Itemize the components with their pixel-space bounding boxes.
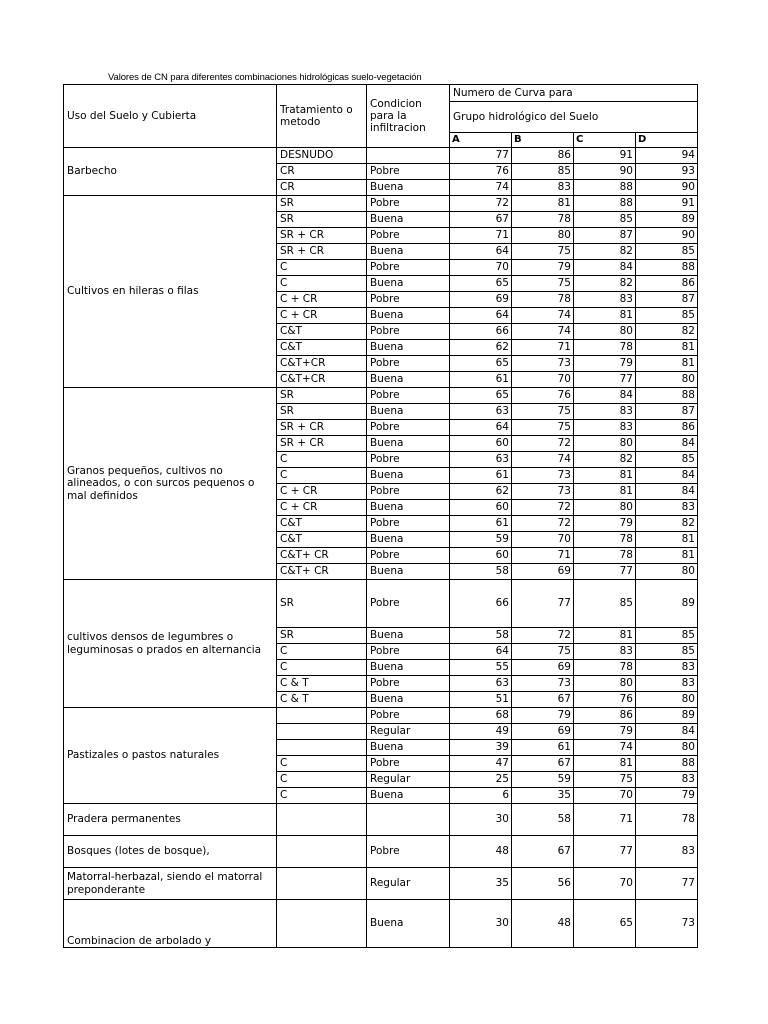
cn-value-d: 84 xyxy=(636,436,698,452)
table-title: Valores de CN para diferentes combinaciones hidrológicas suelo-vegetación xyxy=(108,72,422,83)
header-group-a: A xyxy=(450,133,512,148)
tratamiento-cell xyxy=(277,836,367,868)
tratamiento-cell xyxy=(277,868,367,900)
cn-value-d: 85 xyxy=(636,308,698,324)
condicion-cell: Pobre xyxy=(367,548,450,564)
cn-value-d: 83 xyxy=(636,772,698,788)
tratamiento-cell: C&T xyxy=(277,532,367,548)
cn-value-c: 81 xyxy=(574,484,636,500)
cn-value-c: 83 xyxy=(574,292,636,308)
cn-value-c: 81 xyxy=(574,756,636,772)
cn-value-b: 56 xyxy=(512,868,574,900)
cn-value-c: 83 xyxy=(574,420,636,436)
condicion-cell: Pobre xyxy=(367,708,450,724)
cn-value-c: 86 xyxy=(574,708,636,724)
cn-value-b: 73 xyxy=(512,484,574,500)
cn-value-c: 81 xyxy=(574,628,636,644)
cn-value-c: 88 xyxy=(574,196,636,212)
cn-value-b: 58 xyxy=(512,804,574,836)
cn-value-d: 78 xyxy=(636,804,698,836)
cn-value-b: 85 xyxy=(512,164,574,180)
cn-value-c: 84 xyxy=(574,388,636,404)
header-uso: Uso del Suelo y Cubierta xyxy=(64,85,277,148)
cn-value-c: 85 xyxy=(574,212,636,228)
tratamiento-cell: C + CR xyxy=(277,308,367,324)
cn-value-a: 58 xyxy=(450,564,512,580)
cn-value-b: 61 xyxy=(512,740,574,756)
cn-value-d: 90 xyxy=(636,180,698,196)
condicion-cell: Pobre xyxy=(367,676,450,692)
condicion-cell: Pobre xyxy=(367,260,450,276)
cn-value-c: 74 xyxy=(574,740,636,756)
cn-value-d: 90 xyxy=(636,228,698,244)
cn-value-a: 60 xyxy=(450,500,512,516)
cn-value-d: 82 xyxy=(636,324,698,340)
condicion-cell: Pobre xyxy=(367,836,450,868)
uso-suelo-cell: Barbecho xyxy=(64,148,277,196)
uso-suelo-cell: Bosques (lotes de bosque), xyxy=(64,836,277,868)
cn-value-b: 86 xyxy=(512,148,574,164)
cn-value-d: 89 xyxy=(636,708,698,724)
cn-value-a: 61 xyxy=(450,372,512,388)
uso-suelo-cell: Pradera permanentes xyxy=(64,804,277,836)
cn-value-b: 74 xyxy=(512,324,574,340)
tratamiento-cell: CR xyxy=(277,164,367,180)
table-body xyxy=(64,148,698,948)
table-row xyxy=(64,580,698,628)
tratamiento-cell: SR xyxy=(277,628,367,644)
cn-value-a: 49 xyxy=(450,724,512,740)
cn-value-c: 78 xyxy=(574,532,636,548)
cn-value-b: 72 xyxy=(512,516,574,532)
condicion-cell: Buena xyxy=(367,372,450,388)
condicion-cell: Pobre xyxy=(367,196,450,212)
tratamiento-cell: C&T+CR xyxy=(277,356,367,372)
cn-value-a: 60 xyxy=(450,436,512,452)
tratamiento-cell xyxy=(277,900,367,948)
tratamiento-cell: C&T+CR xyxy=(277,372,367,388)
tratamiento-cell: SR + CR xyxy=(277,436,367,452)
cn-value-c: 65 xyxy=(574,900,636,948)
tratamiento-cell: C + CR xyxy=(277,292,367,308)
cn-value-c: 70 xyxy=(574,868,636,900)
tratamiento-cell: C xyxy=(277,276,367,292)
condicion-cell: Buena xyxy=(367,628,450,644)
tratamiento-cell: C & T xyxy=(277,692,367,708)
cn-value-c: 75 xyxy=(574,772,636,788)
cn-value-a: 64 xyxy=(450,644,512,660)
condicion-cell: Pobre xyxy=(367,228,450,244)
cn-value-c: 78 xyxy=(574,548,636,564)
tratamiento-cell: SR xyxy=(277,580,367,628)
cn-value-b: 73 xyxy=(512,676,574,692)
cn-value-a: 25 xyxy=(450,772,512,788)
cn-value-a: 64 xyxy=(450,420,512,436)
condicion-cell: Buena xyxy=(367,900,450,948)
cn-value-d: 81 xyxy=(636,356,698,372)
cn-value-c: 82 xyxy=(574,452,636,468)
cn-value-b: 78 xyxy=(512,292,574,308)
cn-value-b: 75 xyxy=(512,244,574,260)
cn-value-d: 77 xyxy=(636,868,698,900)
cn-value-a: 30 xyxy=(450,804,512,836)
condicion-cell: Buena xyxy=(367,308,450,324)
cn-value-c: 83 xyxy=(574,404,636,420)
cn-value-c: 87 xyxy=(574,228,636,244)
tratamiento-cell: C + CR xyxy=(277,500,367,516)
cn-value-a: 30 xyxy=(450,900,512,948)
condicion-cell: Buena xyxy=(367,500,450,516)
condicion-cell: Buena xyxy=(367,340,450,356)
cn-value-c: 88 xyxy=(574,180,636,196)
uso-suelo-cell: Combinacion de arbolado y xyxy=(64,900,277,948)
condicion-cell: Buena xyxy=(367,180,450,196)
condicion-cell: Buena xyxy=(367,740,450,756)
condicion-cell: Regular xyxy=(367,868,450,900)
cn-value-b: 77 xyxy=(512,580,574,628)
condicion-cell: Pobre xyxy=(367,580,450,628)
tratamiento-cell: C xyxy=(277,260,367,276)
cn-value-d: 81 xyxy=(636,532,698,548)
cn-value-c: 71 xyxy=(574,804,636,836)
header-condicion: Condicion para la infiltracion xyxy=(367,85,450,148)
cn-value-d: 83 xyxy=(636,676,698,692)
cn-value-c: 81 xyxy=(574,308,636,324)
condicion-cell: Buena xyxy=(367,276,450,292)
tratamiento-cell: SR + CR xyxy=(277,228,367,244)
cn-value-d: 87 xyxy=(636,404,698,420)
condicion-cell: Buena xyxy=(367,436,450,452)
cn-value-b: 59 xyxy=(512,772,574,788)
cn-value-d: 89 xyxy=(636,580,698,628)
cn-value-a: 64 xyxy=(450,308,512,324)
condicion-cell: Buena xyxy=(367,660,450,676)
cn-value-c: 77 xyxy=(574,372,636,388)
cn-value-a: 35 xyxy=(450,868,512,900)
condicion-cell: Buena xyxy=(367,244,450,260)
cn-value-a: 51 xyxy=(450,692,512,708)
tratamiento-cell: C&T xyxy=(277,340,367,356)
condicion-cell: Buena xyxy=(367,532,450,548)
cn-value-a: 68 xyxy=(450,708,512,724)
condicion-cell: Buena xyxy=(367,212,450,228)
condicion-cell: Buena xyxy=(367,468,450,484)
cn-value-d: 84 xyxy=(636,484,698,500)
cn-value-a: 72 xyxy=(450,196,512,212)
header-grupo-hidrologico: Grupo hidrológico del Suelo xyxy=(450,102,698,133)
tratamiento-cell: CR xyxy=(277,180,367,196)
cn-value-b: 75 xyxy=(512,404,574,420)
tratamiento-cell: C xyxy=(277,644,367,660)
tratamiento-cell: C xyxy=(277,660,367,676)
condicion-cell: Regular xyxy=(367,772,450,788)
cn-value-b: 71 xyxy=(512,340,574,356)
cn-value-c: 78 xyxy=(574,660,636,676)
cn-value-a: 58 xyxy=(450,628,512,644)
condicion-cell: Pobre xyxy=(367,292,450,308)
condicion-cell xyxy=(367,804,450,836)
condicion-cell: Pobre xyxy=(367,644,450,660)
cn-value-c: 80 xyxy=(574,436,636,452)
tratamiento-cell: C xyxy=(277,452,367,468)
cn-value-c: 91 xyxy=(574,148,636,164)
cn-value-a: 39 xyxy=(450,740,512,756)
cn-value-d: 86 xyxy=(636,276,698,292)
cn-value-b: 72 xyxy=(512,628,574,644)
cn-value-d: 73 xyxy=(636,900,698,948)
cn-value-d: 94 xyxy=(636,148,698,164)
cn-value-a: 65 xyxy=(450,356,512,372)
condicion-cell: Buena xyxy=(367,564,450,580)
condicion-cell: Pobre xyxy=(367,356,450,372)
header-tratamiento: Tratamiento o metodo xyxy=(277,85,367,148)
cn-value-a: 77 xyxy=(450,148,512,164)
tratamiento-cell: SR + CR xyxy=(277,244,367,260)
tratamiento-cell: C xyxy=(277,772,367,788)
cn-value-b: 69 xyxy=(512,724,574,740)
cn-value-d: 88 xyxy=(636,260,698,276)
cn-value-a: 65 xyxy=(450,388,512,404)
uso-suelo-cell: Cultivos en hileras o filas xyxy=(64,196,277,388)
header-numero-curva: Numero de Curva para xyxy=(450,85,698,102)
cn-value-a: 64 xyxy=(450,244,512,260)
cn-value-c: 79 xyxy=(574,516,636,532)
cn-value-b: 75 xyxy=(512,644,574,660)
uso-suelo-cell: Granos pequeños, cultivos no alineados, o con surcos pequenos o mal definidos xyxy=(64,388,277,580)
tratamiento-cell: C xyxy=(277,788,367,804)
cn-value-a: 55 xyxy=(450,660,512,676)
cn-value-d: 80 xyxy=(636,372,698,388)
cn-table xyxy=(63,84,698,948)
uso-suelo-cell: cultivos densos de legumbres o leguminosas o prados en alternancia xyxy=(64,580,277,708)
cn-value-d: 83 xyxy=(636,836,698,868)
cn-value-d: 85 xyxy=(636,452,698,468)
cn-value-d: 91 xyxy=(636,196,698,212)
cn-value-d: 87 xyxy=(636,292,698,308)
cn-value-b: 74 xyxy=(512,452,574,468)
condicion-cell: Pobre xyxy=(367,164,450,180)
table-row xyxy=(64,388,698,404)
tratamiento-cell xyxy=(277,708,367,724)
header-group-b: B xyxy=(512,133,574,148)
cn-value-a: 74 xyxy=(450,180,512,196)
tratamiento-cell xyxy=(277,740,367,756)
cn-value-d: 80 xyxy=(636,692,698,708)
cn-value-c: 80 xyxy=(574,324,636,340)
cn-value-d: 85 xyxy=(636,644,698,660)
cn-value-a: 59 xyxy=(450,532,512,548)
cn-value-c: 82 xyxy=(574,276,636,292)
cn-value-a: 6 xyxy=(450,788,512,804)
cn-value-b: 72 xyxy=(512,500,574,516)
tratamiento-cell: C & T xyxy=(277,676,367,692)
cn-value-c: 79 xyxy=(574,356,636,372)
cn-value-d: 84 xyxy=(636,468,698,484)
tratamiento-cell: SR + CR xyxy=(277,420,367,436)
cn-value-a: 63 xyxy=(450,676,512,692)
table-row xyxy=(64,148,698,164)
tratamiento-cell xyxy=(277,804,367,836)
cn-value-c: 70 xyxy=(574,788,636,804)
condicion-cell: Pobre xyxy=(367,388,450,404)
cn-value-d: 80 xyxy=(636,564,698,580)
cn-value-b: 67 xyxy=(512,756,574,772)
cn-value-c: 78 xyxy=(574,340,636,356)
cn-value-a: 76 xyxy=(450,164,512,180)
condicion-cell: Pobre xyxy=(367,756,450,772)
cn-value-d: 84 xyxy=(636,724,698,740)
cn-value-b: 80 xyxy=(512,228,574,244)
cn-value-b: 70 xyxy=(512,532,574,548)
tratamiento-cell: SR xyxy=(277,388,367,404)
cn-value-c: 80 xyxy=(574,676,636,692)
condicion-cell: Buena xyxy=(367,692,450,708)
condicion-cell: Buena xyxy=(367,404,450,420)
header-group-c: C xyxy=(574,133,636,148)
cn-value-d: 85 xyxy=(636,244,698,260)
tratamiento-cell: SR xyxy=(277,212,367,228)
cn-value-d: 81 xyxy=(636,340,698,356)
cn-value-b: 70 xyxy=(512,372,574,388)
cn-value-b: 72 xyxy=(512,436,574,452)
cn-value-c: 79 xyxy=(574,724,636,740)
condicion-cell: Pobre xyxy=(367,484,450,500)
tratamiento-cell: DESNUDO xyxy=(277,148,367,164)
table-row xyxy=(64,804,698,836)
cn-value-d: 85 xyxy=(636,628,698,644)
header-group-d: D xyxy=(636,133,698,148)
cn-value-a: 65 xyxy=(450,276,512,292)
tratamiento-cell xyxy=(277,724,367,740)
cn-value-d: 80 xyxy=(636,740,698,756)
cn-value-c: 77 xyxy=(574,564,636,580)
cn-value-b: 69 xyxy=(512,564,574,580)
cn-value-a: 62 xyxy=(450,340,512,356)
cn-value-a: 71 xyxy=(450,228,512,244)
cn-value-b: 81 xyxy=(512,196,574,212)
cn-value-d: 83 xyxy=(636,660,698,676)
cn-value-a: 63 xyxy=(450,452,512,468)
table-row xyxy=(64,196,698,212)
table-row xyxy=(64,836,698,868)
cn-value-b: 75 xyxy=(512,420,574,436)
condicion-cell: Regular xyxy=(367,724,450,740)
cn-value-d: 79 xyxy=(636,788,698,804)
condicion-cell: Pobre xyxy=(367,516,450,532)
uso-suelo-cell: Matorral-herbazal, siendo el matorral preponderante xyxy=(64,868,277,900)
cn-value-d: 93 xyxy=(636,164,698,180)
cn-value-b: 67 xyxy=(512,692,574,708)
cn-value-c: 81 xyxy=(574,468,636,484)
cn-value-c: 85 xyxy=(574,580,636,628)
tratamiento-cell: C&T+ CR xyxy=(277,548,367,564)
cn-value-c: 80 xyxy=(574,500,636,516)
cn-value-c: 76 xyxy=(574,692,636,708)
cn-value-c: 83 xyxy=(574,644,636,660)
table-row xyxy=(64,708,698,724)
table-row xyxy=(64,868,698,900)
cn-value-a: 47 xyxy=(450,756,512,772)
cn-value-b: 78 xyxy=(512,212,574,228)
cn-value-d: 88 xyxy=(636,756,698,772)
cn-value-b: 74 xyxy=(512,308,574,324)
cn-value-a: 70 xyxy=(450,260,512,276)
cn-value-b: 35 xyxy=(512,788,574,804)
cn-value-b: 67 xyxy=(512,836,574,868)
cn-value-b: 76 xyxy=(512,388,574,404)
tratamiento-cell: C xyxy=(277,468,367,484)
condicion-cell xyxy=(367,148,450,164)
tratamiento-cell: C + CR xyxy=(277,484,367,500)
cn-value-a: 67 xyxy=(450,212,512,228)
cn-value-c: 84 xyxy=(574,260,636,276)
cn-value-d: 82 xyxy=(636,516,698,532)
uso-suelo-cell: Pastizales o pastos naturales xyxy=(64,708,277,804)
tratamiento-cell: SR xyxy=(277,196,367,212)
cn-value-a: 66 xyxy=(450,324,512,340)
cn-value-d: 86 xyxy=(636,420,698,436)
cn-value-b: 73 xyxy=(512,468,574,484)
cn-value-d: 83 xyxy=(636,500,698,516)
cn-value-b: 69 xyxy=(512,660,574,676)
cn-value-a: 69 xyxy=(450,292,512,308)
cn-value-a: 62 xyxy=(450,484,512,500)
cn-value-a: 60 xyxy=(450,548,512,564)
tratamiento-cell: SR xyxy=(277,404,367,420)
condicion-cell: Buena xyxy=(367,788,450,804)
condicion-cell: Pobre xyxy=(367,420,450,436)
cn-value-c: 90 xyxy=(574,164,636,180)
tratamiento-cell: C&T xyxy=(277,324,367,340)
cn-value-d: 89 xyxy=(636,212,698,228)
cn-value-a: 61 xyxy=(450,516,512,532)
tratamiento-cell: C&T xyxy=(277,516,367,532)
cn-value-b: 48 xyxy=(512,900,574,948)
cn-value-a: 48 xyxy=(450,836,512,868)
tratamiento-cell: C xyxy=(277,756,367,772)
cn-value-a: 61 xyxy=(450,468,512,484)
cn-value-b: 83 xyxy=(512,180,574,196)
cn-value-b: 79 xyxy=(512,708,574,724)
cn-value-a: 63 xyxy=(450,404,512,420)
condicion-cell: Pobre xyxy=(367,324,450,340)
cn-value-c: 82 xyxy=(574,244,636,260)
cn-value-c: 77 xyxy=(574,836,636,868)
cn-value-d: 81 xyxy=(636,548,698,564)
cn-value-b: 73 xyxy=(512,356,574,372)
cn-value-d: 88 xyxy=(636,388,698,404)
cn-value-b: 71 xyxy=(512,548,574,564)
cn-value-a: 66 xyxy=(450,580,512,628)
table-row xyxy=(64,900,698,948)
tratamiento-cell: C&T+ CR xyxy=(277,564,367,580)
condicion-cell: Pobre xyxy=(367,452,450,468)
cn-value-b: 79 xyxy=(512,260,574,276)
cn-value-b: 75 xyxy=(512,276,574,292)
